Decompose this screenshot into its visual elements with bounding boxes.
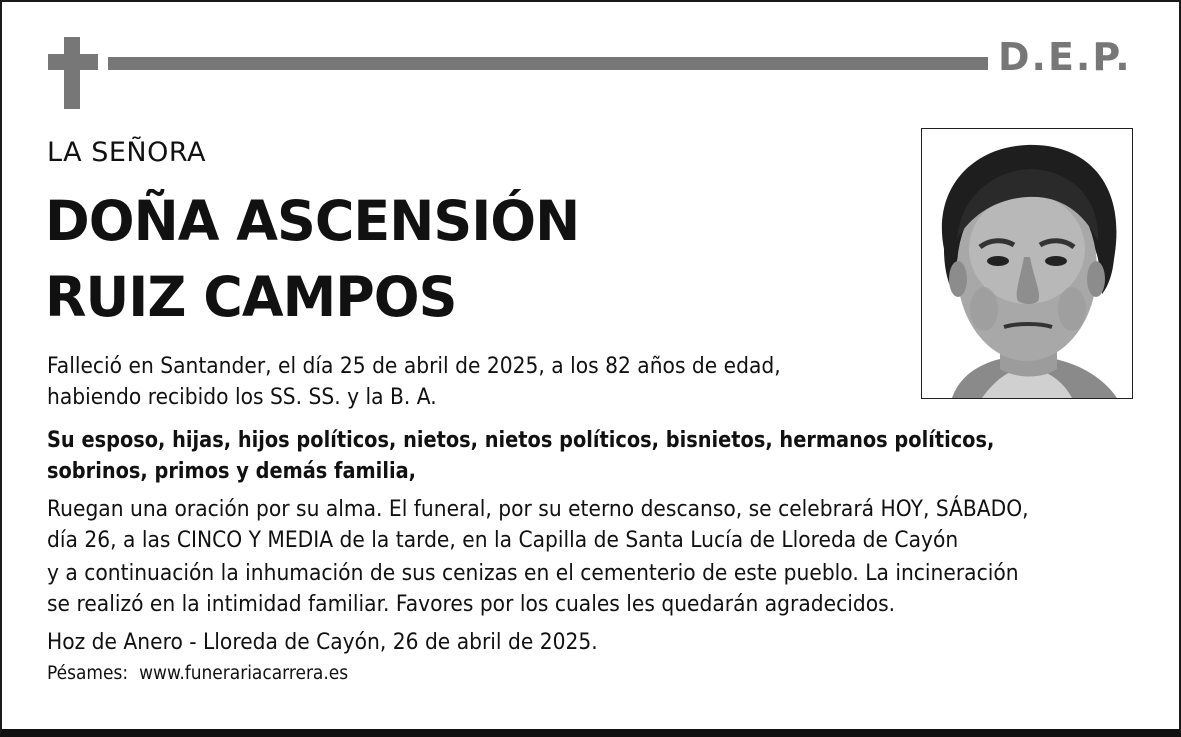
condolences-line (47, 662, 348, 686)
funeral-line-2: día 26, a las CINCO Y MEDIA de la tarde, en la Capilla de Santa Lucía de Lloreda de Cayón (47, 527, 959, 553)
funeral-line-1: Ruegan una oración por su alma. El funeral, por su eterno descanso, se celebrará HOY, SÁBADO, (47, 496, 1029, 522)
death-line-1: Falleció en Santander, el día 25 de abril de 2025, a los 82 años de edad, (47, 353, 781, 379)
title-prefix: LA SEÑORA (47, 137, 206, 168)
dep-label: D.E.P. (998, 35, 1132, 79)
portrait-image (922, 129, 1132, 398)
death-line-2: habiendo recibido los SS. SS. y la B. A. (47, 384, 437, 410)
cross-icon (64, 37, 80, 109)
header-rule (108, 57, 988, 70)
place-date: Hoz de Anero - Lloreda de Cayón, 26 de abril de 2025. (47, 629, 598, 655)
portrait-photo (921, 128, 1133, 399)
funeral-line-4: se realizó en la intimidad familiar. Favores por los cuales les quedarán agradecidos. (47, 591, 896, 617)
deceased-name-line1: DOÑA ASCENSIÓN (45, 189, 580, 253)
family-line-1: Su esposo, hijas, hijos políticos, nietos, nietos políticos, bisnietos, hermanos políticos, (47, 427, 995, 453)
condolences-label: Pésames: (47, 663, 129, 684)
family-line-2: sobrinos, primos y demás familia, (47, 458, 416, 484)
condolences-url[interactable]: www.funerariacarrera.es (139, 663, 349, 684)
cross-icon-bar (48, 54, 98, 70)
funeral-line-3: y a continuación la inhumación de sus cenizas en el cementerio de este pueblo. La incineración (47, 560, 1019, 586)
deceased-name-line2: RUIZ CAMPOS (45, 265, 457, 329)
